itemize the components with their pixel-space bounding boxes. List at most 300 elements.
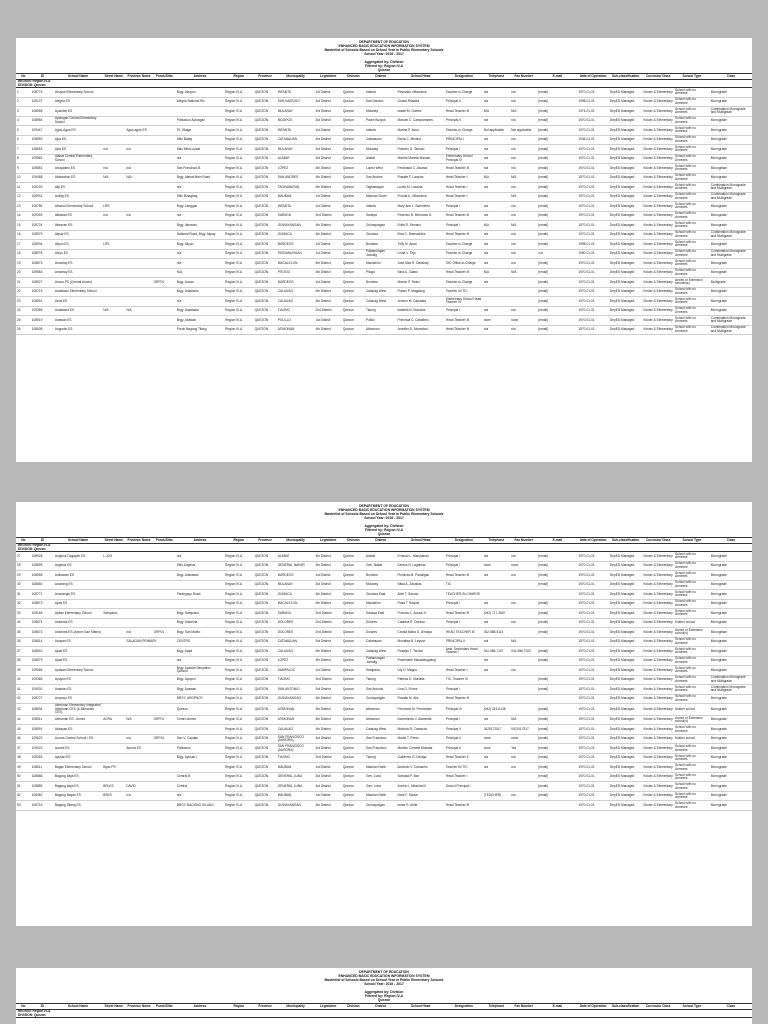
- column-header: Street Name: [102, 1004, 125, 1010]
- table-cell: Elena C. Medina: [397, 135, 445, 145]
- table-cell: [483, 675, 510, 685]
- table-cell: N/A: [102, 306, 125, 316]
- table-cell: 1st District: [315, 666, 342, 676]
- table-cell: [510, 580, 537, 590]
- table-cell: Purok Nagong Tilang: [176, 325, 224, 335]
- table-cell: 4th District: [315, 801, 342, 811]
- table-cell: [153, 230, 176, 240]
- table-cell: [125, 580, 152, 590]
- table-cell: Tiaong: [365, 753, 397, 763]
- table-cell: [email]: [537, 715, 577, 725]
- table-cell: SALAGAN PRIMARY: [125, 637, 152, 647]
- column-header: Division: [342, 74, 365, 80]
- table-cell: School with no Annexes: [674, 744, 710, 754]
- table-cell: Brgy. Anawan: [176, 316, 224, 326]
- column-header: Designation: [445, 538, 483, 544]
- table-cell: 22: [16, 287, 31, 297]
- table-cell: DepED Managed: [609, 590, 643, 600]
- table-cell: 4th District: [315, 647, 342, 657]
- table-cell: [125, 316, 152, 326]
- table-cell: DepED Managed: [609, 306, 643, 316]
- table-cell: Calauag West: [365, 287, 397, 297]
- table-cell: Region IV-A: [224, 571, 253, 581]
- table-cell: [102, 268, 125, 278]
- table-cell: [email]: [537, 202, 577, 212]
- table-cell: 1970-01-01: [577, 609, 609, 619]
- table-cell: Monograde: [710, 287, 752, 297]
- table-cell: DepED Managed: [609, 97, 643, 107]
- table-cell: [483, 297, 510, 307]
- table-cell: San Francisco: [365, 734, 397, 744]
- table-cell: [510, 278, 537, 288]
- table-cell: QUEZON: [254, 666, 277, 676]
- table-cell: 1970-01-01: [577, 590, 609, 600]
- table-cell: 108511: [31, 715, 54, 725]
- table-cell: [email]: [537, 192, 577, 202]
- table-cell: DepED Managed: [609, 297, 643, 307]
- table-cell: QUEZON: [254, 637, 277, 647]
- table-cell: Apas ES: [54, 599, 102, 609]
- table-cell: 29: [16, 571, 31, 581]
- table-cell: [102, 97, 125, 107]
- table-cell: GRP01: [153, 715, 176, 725]
- table-cell: Kinder & Elementary: [643, 287, 675, 297]
- table-cell: [102, 666, 125, 676]
- table-cell: MAUBAN: [277, 192, 315, 202]
- table-cell: QUEZON: [254, 656, 277, 666]
- table-cell: Agos-agos ES: [125, 126, 152, 136]
- table-cell: Kinder & Elementary: [643, 763, 675, 773]
- table-cell: 46: [16, 734, 31, 744]
- table-cell: Principal II: [445, 734, 483, 744]
- table-cell: Quezon: [342, 637, 365, 647]
- table-cell: 1970-01-01: [577, 744, 609, 754]
- table-cell: 1970-01-01: [577, 715, 609, 725]
- table-cell: MAUBAN: [277, 791, 315, 801]
- column-header: School Type: [674, 74, 710, 80]
- table-cell: 109137: [31, 97, 54, 107]
- table-cell: Kinder & Elementary: [643, 656, 675, 666]
- column-header: District: [365, 74, 397, 80]
- table-cell: 21: [16, 278, 31, 288]
- table-cell: GENERAL LUNA: [277, 782, 315, 792]
- table-cell: n/a: [176, 211, 224, 221]
- table-cell: 1970-01-01: [577, 145, 609, 155]
- table-cell: N/A: [510, 715, 537, 725]
- table-cell: [176, 599, 224, 609]
- table-cell: DepED Managed: [609, 116, 643, 126]
- table-cell: 108786: [31, 202, 54, 212]
- table-cell: [153, 561, 176, 571]
- table-cell: Monograde: [710, 268, 752, 278]
- table-cell: QUEZON: [254, 240, 277, 250]
- table-cell: Monograde: [710, 618, 752, 628]
- table-cell: QUEZON: [254, 268, 277, 278]
- table-cell: 42: [16, 694, 31, 704]
- table-cell: Quezon: [342, 782, 365, 792]
- table-cell: n/a: [176, 656, 224, 666]
- table-cell: San V. Copdak: [176, 734, 224, 744]
- table-cell: [102, 221, 125, 231]
- table-cell: Region IV-A: [224, 753, 253, 763]
- table-cell: School with no Annexes: [674, 694, 710, 704]
- table-cell: Kinder & Elementary: [643, 268, 675, 278]
- table-row: [16, 325, 752, 335]
- table-cell: 108771: [31, 590, 54, 600]
- table-cell: Mother school: [674, 704, 710, 716]
- table-cell: Monograde: [710, 725, 752, 735]
- table-cell: [153, 704, 176, 716]
- table-cell: 14: [16, 211, 31, 221]
- table-cell: Brgy. Aliyon: [176, 240, 224, 250]
- table-cell: CATANAUAN: [277, 637, 315, 647]
- table-cell: 108776: [31, 88, 54, 98]
- table-cell: School with no Annexes: [674, 306, 710, 316]
- table-cell: Bgac PS: [102, 763, 125, 773]
- table-cell: Calauag West: [365, 647, 397, 657]
- table-row: [16, 116, 752, 126]
- table-cell: Tiaong: [365, 675, 397, 685]
- table-cell: Head Teacher I: [445, 192, 483, 202]
- table-row: [16, 694, 752, 704]
- table-cell: [176, 725, 224, 735]
- table-cell: School with no Annexes: [674, 202, 710, 212]
- table-cell: 108579: [31, 656, 54, 666]
- table-cell: Bagong Bayan ES: [54, 791, 102, 801]
- table-cell: Head Teacher III: [445, 571, 483, 581]
- table-row: [16, 801, 752, 811]
- table-row: [16, 240, 752, 250]
- table-cell: QUEZON: [254, 287, 277, 297]
- table-cell: 1970-01-01: [577, 753, 609, 763]
- table-cell: 3rd District: [315, 135, 342, 145]
- table-cell: 18: [16, 249, 31, 259]
- table-row: [16, 107, 752, 117]
- table-cell: Rosalie M. Aliz: [397, 694, 445, 704]
- table-cell: [125, 675, 152, 685]
- table-cell: Dolores: [365, 628, 397, 638]
- table-cell: Rosemarie Macadangdang: [397, 656, 445, 666]
- table-cell: 4th District: [315, 694, 342, 704]
- table-cell: n/a: [510, 164, 537, 174]
- table-cell: Quezon: [342, 666, 365, 676]
- table-cell: Region IV-A: [224, 97, 253, 107]
- table-cell: Quezon: [342, 316, 365, 326]
- table-cell: [102, 278, 125, 288]
- table-cell: Principal I: [445, 561, 483, 571]
- table-cell: Monograde: [710, 211, 752, 221]
- table-cell: [email]: [537, 88, 577, 98]
- table-cell: [483, 287, 510, 297]
- table-cell: 108954: [31, 116, 54, 126]
- table-cell: Quezon: [342, 297, 365, 307]
- table-cell: Region IV-A: [224, 772, 253, 782]
- table-cell: Amontay ES: [54, 259, 102, 269]
- table-cell: 35: [16, 628, 31, 638]
- table-cell: ALABAT: [277, 552, 315, 562]
- table-cell: Quezon: [342, 552, 365, 562]
- table-cell: 10: [16, 173, 31, 183]
- table-cell: Region IV-A: [224, 249, 253, 259]
- table-cell: Region IV-A: [224, 278, 253, 288]
- table-cell: Roberto G. Tabudo: [397, 145, 445, 155]
- table-cell: [153, 116, 176, 126]
- table-cell: [445, 656, 483, 666]
- table-cell: BURDEOS: [277, 571, 315, 581]
- table-cell: Region IV-A: [224, 801, 253, 811]
- table-cell: 3rd District: [315, 97, 342, 107]
- table-cell: Aliji ES: [54, 183, 102, 193]
- agency-title: DEPARTMENT OF EDUCATION: [359, 970, 409, 974]
- table-cell: 1970-01-01: [577, 154, 609, 164]
- table-cell: n/a: [510, 791, 537, 801]
- table-cell: 042-586-7022: [510, 647, 537, 657]
- table-cell: 3rd District: [315, 107, 342, 117]
- column-header: No: [16, 1004, 31, 1010]
- system-title: ENHANCED BASIC EDUCATION INFORMATION SYSTEM: [338, 974, 430, 978]
- table-cell: [176, 107, 224, 117]
- table-cell: (042) 717-3607: [483, 609, 510, 619]
- table-cell: Region IV-A: [224, 154, 253, 164]
- table-cell: 31: [16, 590, 31, 600]
- table-cell: 1998-01-01: [577, 240, 609, 250]
- table-cell: Infanta: [365, 202, 397, 212]
- table-cell: Quezon: [342, 694, 365, 704]
- table-cell: School with no Annexes: [674, 325, 710, 335]
- schools-table: [16, 1003, 752, 1018]
- table-cell: n/a: [483, 88, 510, 98]
- table-cell: School with no Annexes: [674, 173, 710, 183]
- table-cell: 1st District: [315, 126, 342, 136]
- table-cell: [537, 666, 577, 676]
- table-cell: 1970-01-01: [577, 704, 609, 716]
- table-cell: [102, 599, 125, 609]
- table-cell: n/a: [483, 618, 510, 628]
- table-cell: Region IV-A: [224, 126, 253, 136]
- table-cell: n/a: [483, 715, 510, 725]
- table-cell: [102, 618, 125, 628]
- table-cell: Monograde: [710, 656, 752, 666]
- table-cell: Kinder & Elementary: [643, 561, 675, 571]
- table-cell: [102, 675, 125, 685]
- table-cell: Reynaldo Villanueva: [397, 88, 445, 98]
- table-cell: 33: [16, 609, 31, 619]
- table-cell: n/a: [483, 637, 510, 647]
- table-cell: National Road, Brgy. Alipay: [176, 230, 224, 240]
- table-cell: QUEZON: [254, 192, 277, 202]
- table-cell: CALAUAG: [277, 647, 315, 657]
- table-cell: n/a: [510, 753, 537, 763]
- table-cell: Kinder & Elementary: [643, 734, 675, 744]
- table-cell: Ayusan ES: [54, 753, 102, 763]
- division-name: Quezon: [377, 998, 391, 1002]
- table-cell: [email]: [537, 259, 577, 269]
- table-cell: GENERAL LUNA: [277, 772, 315, 782]
- column-header: Fax Number: [510, 74, 537, 80]
- table-cell: Procoso L. Arcala Jr.: [397, 609, 445, 619]
- agency-title: DEPARTMENT OF EDUCATION: [359, 504, 409, 508]
- table-cell: Kinder & Elementary: [643, 725, 675, 735]
- table-cell: Sariaya East: [365, 609, 397, 619]
- table-cell: L-JOS: [102, 552, 125, 562]
- table-cell: [125, 240, 152, 250]
- table-cell: [102, 772, 125, 782]
- table-row: [16, 259, 752, 269]
- table-cell: 47: [16, 744, 31, 754]
- table-cell: n/a: [510, 666, 537, 676]
- table-cell: DepED Managed: [609, 675, 643, 685]
- table-cell: Monalisa B. Leyson: [397, 637, 445, 647]
- table-cell: [102, 753, 125, 763]
- column-header: E-mail: [537, 538, 577, 544]
- aggregated-by: Aggregated by: Division: [364, 524, 404, 528]
- table-cell: QUEZON: [254, 249, 277, 259]
- table-cell: Lily D. Magno: [397, 666, 445, 676]
- table-cell: [125, 552, 152, 562]
- table-cell: PRINCIPAL I: [445, 135, 483, 145]
- table-cell: BRGY. BAGONG SILANG: [176, 801, 224, 811]
- table-cell: Alabat Central Elementary School: [54, 154, 102, 164]
- table-cell: Monograde: [710, 704, 752, 716]
- table-cell: [153, 240, 176, 250]
- table-cell: QUEZON: [254, 571, 277, 581]
- table-cell: [125, 297, 152, 307]
- table-cell: MULANAY: [277, 107, 315, 117]
- table-cell: School with no Annexes: [674, 211, 710, 221]
- table-cell: [125, 801, 152, 811]
- table-cell: [email]: [537, 316, 577, 326]
- table-cell: Polillo: [365, 316, 397, 326]
- table-cell: 3rd District: [315, 154, 342, 164]
- table-cell: School with no Annexes: [674, 580, 710, 590]
- column-header: Address: [176, 74, 224, 80]
- table-cell: [153, 202, 176, 212]
- table-cell: Region IV-A: [224, 656, 253, 666]
- table-cell: 109583: [31, 154, 54, 164]
- table-cell: [125, 725, 152, 735]
- table-cell: Kinder & Elementary: [643, 297, 675, 307]
- table-cell: Monograde: [710, 126, 752, 136]
- table-cell: Alabat: [365, 154, 397, 164]
- table-cell: TIC, Teacher III: [445, 675, 483, 685]
- table-row: [16, 571, 752, 581]
- table-cell: Kinder & Elementary: [643, 801, 675, 811]
- table-cell: Kinder & Elementary: [643, 571, 675, 581]
- table-cell: 4th District: [315, 599, 342, 609]
- table-cell: TAGKAWAYAN: [277, 183, 315, 193]
- table-cell: School with no Annexes: [674, 164, 710, 174]
- table-cell: [102, 287, 125, 297]
- table-cell: n/a: [483, 325, 510, 335]
- table-cell: LRS: [102, 240, 125, 250]
- table-cell: GRP01: [153, 628, 176, 638]
- table-cell: N/A: [510, 107, 537, 117]
- table-cell: Kinder & Elementary: [643, 666, 675, 676]
- table-cell: n/a: [125, 145, 152, 155]
- column-header: Designation: [445, 1004, 483, 1010]
- table-cell: QUEZON: [254, 173, 277, 183]
- column-header: School Head: [397, 538, 445, 544]
- table-cell: TIAONG: [277, 306, 315, 316]
- table-cell: Principal III: [445, 704, 483, 716]
- table-cell: 3rd District: [315, 782, 342, 792]
- table-cell: QUEZON: [254, 154, 277, 164]
- table-cell: n/a: [510, 618, 537, 628]
- table-cell: DepED Managed: [609, 666, 643, 676]
- table-cell: 109088: [31, 173, 54, 183]
- table-cell: [102, 259, 125, 269]
- table-cell: Alipay ES: [54, 230, 102, 240]
- table-cell: QUEZON: [254, 561, 277, 571]
- table-cell: Kinder & Elementary: [643, 211, 675, 221]
- table-cell: Region IV-A: [224, 107, 253, 117]
- table-cell: Region IV-A: [224, 116, 253, 126]
- table-cell: [email]: [537, 173, 577, 183]
- table-cell: Atimonan Elementary Integrated Atimonan CES (& Atimonan CES): [54, 703, 101, 715]
- table-cell: [102, 249, 125, 259]
- table-cell: Head Teacher III: [445, 694, 483, 704]
- table-cell: Kinder & Elementary: [643, 685, 675, 695]
- table-cell: 7: [16, 145, 31, 155]
- filtered-by: Filtered by: Region IV-A: [364, 64, 404, 68]
- table-row: [16, 135, 752, 145]
- table-cell: Head Teacher III: [445, 316, 483, 326]
- table-cell: [email]: [537, 230, 577, 240]
- table-cell: School with no Annexes: [674, 154, 710, 164]
- table-cell: [125, 107, 152, 117]
- table-cell: QUEZON: [254, 791, 277, 801]
- table-cell: Jennifer D. Alvarabos: [397, 325, 445, 335]
- table-cell: Melinda R. Camacho: [397, 725, 445, 735]
- table-cell: OIC Office-in-Charge: [445, 259, 483, 269]
- table-cell: Principal I: [445, 306, 483, 316]
- table-cell: 4th District: [315, 715, 342, 725]
- column-header: Sub-classification: [609, 74, 643, 80]
- table-cell: [153, 772, 176, 782]
- table-cell: Region IV-A: [224, 666, 253, 676]
- table-cell: DepED Managed: [609, 202, 643, 212]
- table-cell: Mother school: [674, 734, 710, 744]
- table-cell: 9: [16, 164, 31, 174]
- table-cell: [125, 647, 152, 657]
- table-cell: 1st District: [315, 240, 342, 250]
- table-cell: 1970-01-01: [577, 211, 609, 221]
- table-cell: [125, 192, 152, 202]
- table-cell: [email]: [537, 211, 577, 221]
- table-cell: MACALELON: [277, 599, 315, 609]
- table-cell: Monograde: [710, 561, 752, 571]
- table-cell: Monograde: [710, 694, 752, 704]
- table-cell: 108591: [31, 297, 54, 307]
- table-cell: [email]: [537, 126, 577, 136]
- table-cell: n/a: [483, 154, 510, 164]
- table-cell: [email]: [537, 154, 577, 164]
- table-cell: N/A: [510, 221, 537, 231]
- region-caption: REGION: Region IV-A: [18, 79, 51, 83]
- table-cell: Amontay ES: [54, 268, 102, 278]
- table-cell: DepED Managed: [609, 164, 643, 174]
- table-cell: 4th District: [315, 259, 342, 269]
- table-cell: School with no Annexes: [674, 107, 710, 117]
- table-cell: Patnanungan Jomalig: [365, 249, 397, 259]
- table-cell: 19: [16, 259, 31, 269]
- table-cell: QUEZON: [254, 647, 277, 657]
- table-cell: Anibawan ES: [54, 571, 102, 581]
- column-header: Province Name: [125, 74, 152, 80]
- table-cell: Monograde: [710, 297, 752, 307]
- table-cell: [email]: [537, 675, 577, 685]
- table-row: [16, 609, 752, 619]
